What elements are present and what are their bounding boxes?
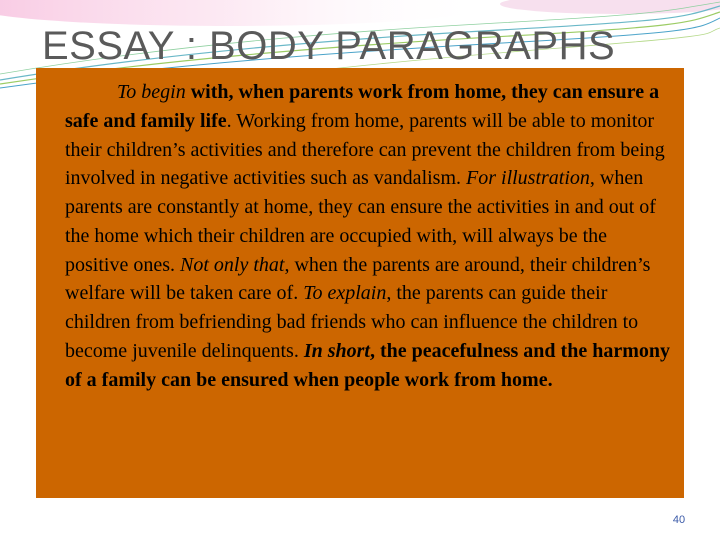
transition-not-only-that: Not only that — [180, 253, 285, 276]
transition-in-short: In short — [303, 339, 370, 362]
illustration-sentence: , when parents are constantly at home, they can ensure the activities in and out of the home which their children are occupied with, will always be the positive ones. — [65, 167, 656, 276]
content-box — [36, 68, 684, 498]
slide-title: ESSAY : BODY PARAGRAPHS — [42, 24, 616, 68]
transition-for-illustration: For illustration — [466, 167, 590, 190]
page-number: 40 — [672, 514, 686, 526]
concluding-sentence: , the peacefulness and the harmony of a family can be ensured when people work from home. — [65, 339, 670, 391]
body-paragraph — [65, 78, 672, 394]
explanation-sentence: , the parents can guide their children from befriending bad friends who can influence the children to become juvenile delinquents. — [65, 282, 639, 362]
transition-to-begin: To begin — [117, 81, 186, 103]
additional-sentence: , when the parents are around, their children’s welfare will be taken care of. — [65, 253, 651, 305]
topic-sentence: with, when parents work from home, they can ensure a safe and family life — [65, 81, 660, 132]
supporting-sentence: . Working from home, parents will be able to monitor their children’s activities and therefore can prevent the children from being involved in negative activities such as vandalism. — [65, 109, 665, 190]
transition-to-explain: To explain — [303, 282, 387, 305]
